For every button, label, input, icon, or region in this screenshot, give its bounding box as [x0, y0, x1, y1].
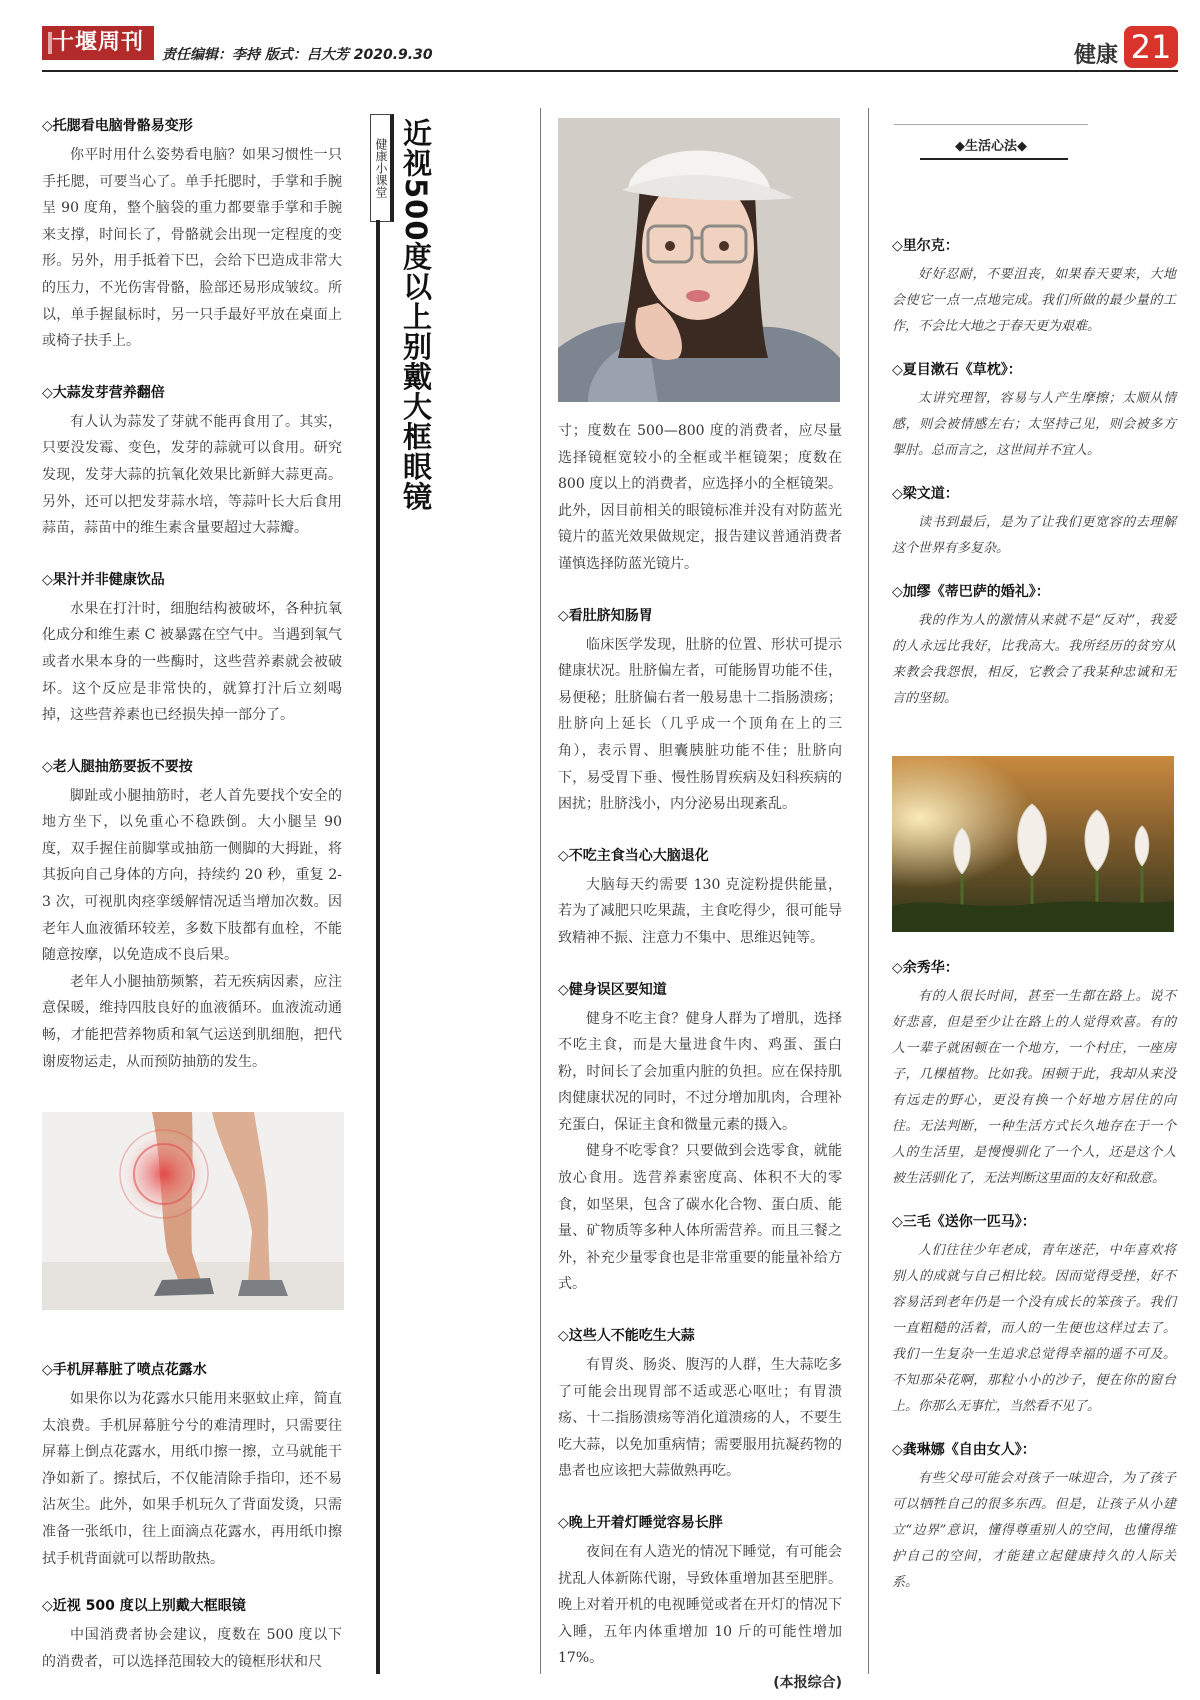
article [558, 1326, 842, 1485]
article-title: ◇不吃主食当心大脑退化 [558, 847, 709, 864]
quote-author: ◇里尔克： [892, 238, 959, 254]
quote-item [892, 1212, 1176, 1420]
leg-cramp-photo [42, 1112, 344, 1310]
sidebar-title: ◆生活心法◆ [894, 124, 1088, 154]
quote-text: 我的作为人的激情从来就不是“反对”，我爱的人永远比我好，比我高大。我所经历的贫穷从来教会我怨恨，相反，它教会了我某种忠诚和无言的坚韧。 [892, 613, 1176, 706]
article-body: 健身不吃零食？只要做到会选零食，就能放心食用。选营养素密度高、体积不大的零食，如坚果，包含了碳水化合物、蛋白质、能量、矿物质等多种人体所需营养。而且三餐之外，补充少量零食也是非常重要的能量补给方式。 [558, 1143, 842, 1293]
article-title: ◇果汁并非健康饮品 [42, 571, 165, 588]
article-body: 如果你以为花露水只能用来驱蚊止痒，简直太浪费。手机屏幕脏兮兮的难清理时，只需要往屏幕上倒点花露水，用纸巾擦一擦，立马就能干净如新了。擦拭后，不仅能清除手指印，还不易沾灰尘。此外，如果手机玩久了背面发烫，只需准备一张纸巾，往上面滴点花露水，再用纸巾擦拭手机背面就可以帮助散热。 [42, 1391, 342, 1567]
header-meta: 责任编辑：李持 版式：吕大芳 2020.9.30 [162, 47, 433, 63]
article-body: 中国消费者协会建议，度数在 500 度以下的消费者，可以选择范围较大的镜框形状和尺 [42, 1627, 342, 1670]
feature-tag: 健康小课堂 [370, 114, 394, 222]
article-title: ◇托腮看电脑骨骼易变形 [42, 118, 193, 134]
quote-text: 人们往往少年老成，青年迷茫，中年喜欢将别人的成就与自己相比较。因而觉得受挫，好不容易活到老年仍是一个没有成长的笨孩子。我们一直粗糙的活着，而人的一生便也这样过去了。我们一生复杂一生追求总觉得幸福的遥不可及。不知那朵花啊，那粒小小的沙子，便在你的窗台上。你那么无事忙，当然看不见了。 [892, 1243, 1176, 1414]
section-name: 健康 [1074, 43, 1119, 68]
quote-author: ◇龚琳娜《自由女人》： [892, 1442, 1036, 1458]
article-title: ◇老人腿抽筋要扳不要按 [42, 758, 193, 775]
middle-column [558, 418, 842, 1692]
article-body: 你平时用什么姿势看电脑？如果习惯性一只手托腮，可要当心了。单手托腮时，手掌和手腕呈 90 度角，整个脑袋的重力都要靠手掌和手腕来支撑，时间长了，骨骼就会出现一定程度的变形。另外，用手抵着下巴，会给下巴造成非常大的压力，不光伤害骨骼，脸部还易形成皱纹。所以，单手握鼠标时，另一只手最好平放在桌面上或椅子扶手上。 [42, 147, 342, 350]
article-body: 脚趾或小腿抽筋时，老人首先要找个安全的地方坐下，以免重心不稳跌倒。大小腿呈 90 度，双手握住前脚掌或抽筋一侧脚的大拇趾，将其扳向自己身体的方向，持续约 20 秒，重复 2-3 次，可视肌肉痉挛缓解情况适当增加次数。因老年人血液循环较差，多数下肢都有血栓，不能随意按摩，以免造成不良后果。 [42, 787, 342, 964]
article [42, 116, 342, 355]
sidebar-column-bottom [892, 958, 1176, 1596]
article-body: 有胃炎、肠炎、腹泻的人群，生大蒜吃多了可能会出现胃部不适或恶心呕吐；有胃溃疡、十二指肠溃疡等消化道溃疡的人，不要生吃大蒜，以免加重病情；需要服用抗凝药物的患者也应该把大蒜做熟再吃。 [558, 1357, 842, 1480]
quote-item [892, 360, 1176, 464]
article [42, 570, 342, 729]
article [558, 980, 842, 1299]
quote-item [892, 484, 1176, 562]
article-body: 临床医学发现，肚脐的位置、形状可提示健康状况。肚脐偏左者，可能肠胃功能不佳，易便秘；肚脐偏右者一般易患十二指肠溃疡；肚脐向上延长（几乎成一个顶角在上的三角），表示胃、胆囊胰脏功能不佳；肚脐向下，易受胃下垂、慢性肠胃疾病及妇科疾病的困扰；肚脐浅小，内分泌易出现紊乱。 [558, 636, 842, 813]
quote-author: ◇三毛《送你一匹马》： [892, 1214, 1036, 1230]
feature-title: 近视500度以上别戴大框眼镜 [399, 118, 433, 512]
article [558, 1513, 842, 1692]
article-title: ◇近视 500 度以上别戴大框眼镜 [42, 1598, 246, 1615]
quote-item [892, 236, 1176, 340]
masthead-text: 十堰周刊 [51, 30, 144, 55]
flowers-photo-svg [892, 756, 1174, 932]
quote-item [892, 958, 1176, 1192]
sidebar-rule [920, 158, 1068, 160]
quote-text: 太讲究理智，容易与人产生摩擦；太顺从情感，则会被情感左右；太坚持己见，则会被多方掣肘。总而言之，这世间并不宜人。 [892, 391, 1176, 458]
article-title: ◇晚上开着灯睡觉容易长胖 [558, 1515, 723, 1531]
woman-photo-svg [558, 118, 840, 402]
page-number-badge: 21 [1124, 26, 1178, 68]
article-body: 水果在打汁时，细胞结构被破坏，各种抗氧化成分和维生素 C 被暴露在空气中。当遇到氧气或者水果本身的一些酶时，这些营养素就会被破坏。这个反应是非常快的，就算打汁后立刻喝掉，这些营养素也已经损失掉一部分了。 [42, 600, 342, 724]
article-body: 健身不吃主食？健身人群为了增肌，选择不吃主食，而是大量进食牛肉、鸡蛋、蛋白粉，时间长了会加重内脏的负担。应在保持肌肉健康状况的同时，不过分增加肌肉，合理补充蛋白，保证主食和微量元素的摄入。 [558, 1010, 842, 1133]
byline: (本报综合) [773, 1674, 842, 1691]
article [42, 1596, 342, 1675]
crocus-flowers-photo [892, 756, 1174, 932]
quote-item [892, 582, 1176, 712]
article-title: ◇看肚脐知肠胃 [558, 607, 653, 624]
quote-author: ◇梁文道： [892, 486, 959, 502]
column-divider [540, 108, 541, 1674]
article-title: ◇大蒜发芽营养翻倍 [42, 384, 165, 401]
woman-glasses-photo [558, 118, 840, 402]
article [42, 757, 342, 1076]
article-title: ◇健身误区要知道 [558, 981, 667, 998]
quote-text: 有的人很长时间，甚至一生都在路上。说不好悲喜，但是至少让在路上的人觉得欢喜。有的人一辈子就困顿在一个地方，一个村庄，一座房子，几棵植物。比如我。困顿于此，我却从来没有远走的野心，更没有换一个好地方居住的向往。无法判断，一种生活方式长久地存在于一个人的生活里，是慢慢驯化了一个人，还是这个人被生活驯化了，无法判断这里面的友好和敌意。 [892, 989, 1176, 1186]
byline-row [558, 1672, 842, 1692]
article-body: 老年人小腿抽筋频繁，若无疾病因素，应注意保暖，维持四肢良好的血液循环。血液流动通畅，才能把营养物质和氧气运送到肌细胞，把代谢废物运走，从而预防抽筋的发生。 [42, 973, 342, 1070]
article [42, 1360, 342, 1572]
quote-text: 好好忍耐，不要沮丧，如果春天要来，大地会使它一点一点地完成。我们所做的最少量的工作，不会比大地之于春天更为艰难。 [892, 267, 1176, 334]
feature-bar [376, 220, 380, 1674]
left-column-bottom [42, 1360, 342, 1675]
column-divider [868, 108, 869, 1674]
article-title: ◇这些人不能吃生大蒜 [558, 1328, 695, 1345]
article [42, 383, 342, 542]
article [558, 846, 842, 952]
article-body: 大脑每天约需要 130 克淀粉提供能量，若为了减肥只吃果蔬，主食吃得少，很可能导致精神不振、注意力不集中、思维迟钝等。 [558, 876, 842, 946]
leg-photo-svg [42, 1112, 344, 1310]
quote-text: 读书到最后，是为了让我们更宽容的去理解这个世界有多复杂。 [892, 515, 1176, 556]
quote-author: ◇夏目漱石《草枕》： [892, 362, 1022, 378]
article-body: 夜间在有人造光的情况下睡觉，有可能会扰乱人体新陈代谢，导致体重增加甚至肥胖。晚上对着开机的电视睡觉或者在开灯的情况下入睡，五年内体重增加 10 斤的可能性增加 17%。 [558, 1544, 842, 1667]
header-rule [42, 70, 1178, 72]
article [558, 606, 842, 818]
quote-author: ◇余秀华： [892, 960, 959, 976]
article-title: ◇手机屏幕脏了喷点花露水 [42, 1362, 207, 1378]
article-body: 有人认为蒜发了芽就不能再食用了。其实，只要没发霉、变色，发芽的蒜就可以食用。研究发现，发芽大蒜的抗氧化效果比新鲜大蒜更高。另外，还可以把发芽蒜水培，等蒜叶长大后食用蒜苗，蒜苗中的维生素含量要超过大蒜瓣。 [42, 413, 342, 537]
left-column [42, 116, 342, 1075]
quote-item [892, 1440, 1176, 1596]
sidebar-column [892, 236, 1176, 712]
article-continuation: 寸；度数在 500—800 度的消费者，应尽量选择镜框宽较小的全框或半框镜架；度数在 800 度以上的消费者，应选择小的全框镜架。此外，因目前相关的眼镜标准并没有对防蓝光镜片的蓝光效果做规定，报告建议普通消费者谨慎选择防蓝光镜片。 [558, 423, 842, 572]
masthead-logo [42, 26, 154, 60]
quote-author: ◇加缪《蒂巴萨的婚礼》： [892, 584, 1050, 600]
quote-text: 有些父母可能会对孩子一味迎合，为了孩子可以牺牲自己的很多东西。但是，让孩子从小建立“边界”意识，懂得尊重别人的空间，也懂得维护自己的空间，才能建立起健康持久的人际关系。 [892, 1471, 1176, 1590]
